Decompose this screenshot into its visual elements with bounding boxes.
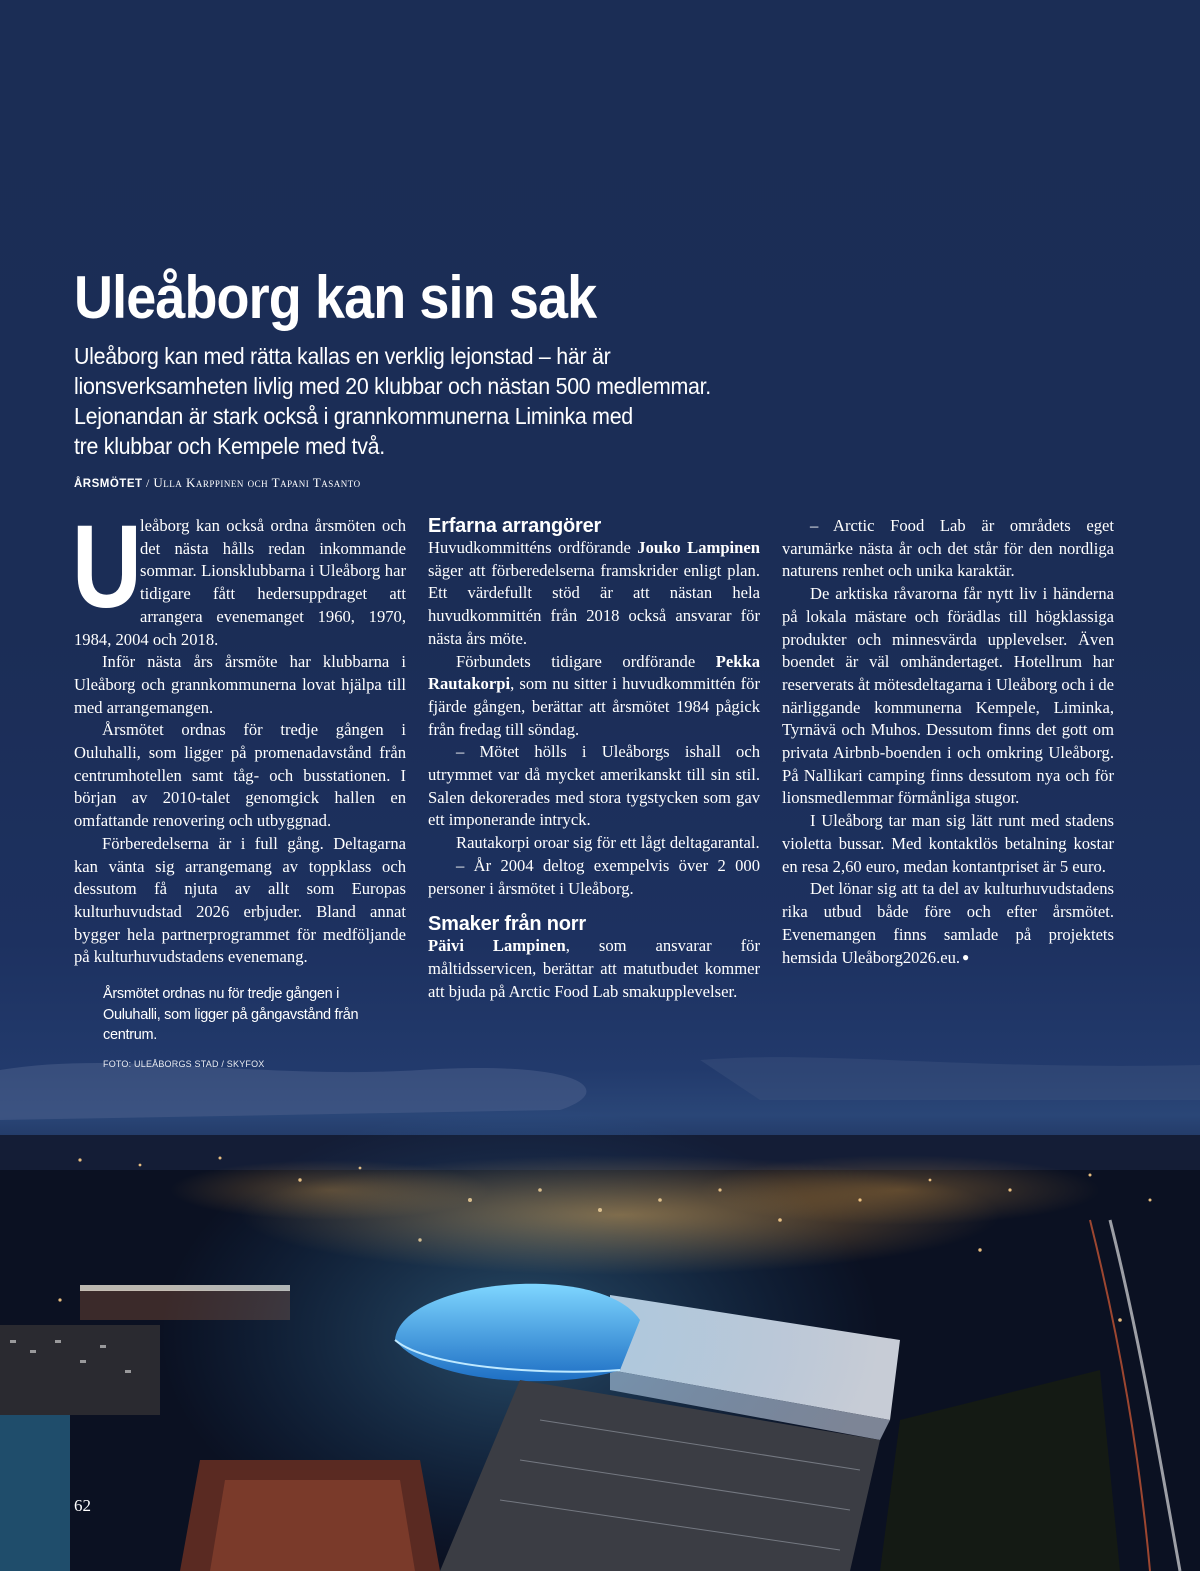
drop-cap: U [72, 501, 142, 633]
subheading: Erfarna arrangörer [428, 515, 602, 537]
person-name: Pekka Rautakorpi [428, 651, 760, 694]
end-mark-icon: ● [962, 950, 970, 965]
body-paragraph: Förberedelserna är i full gång. Deltagarna kan vänta sig arrangemang av toppklass och dessutom få njuta av allt som Europas kulturhuvudstad 2026 erbjuder. Bland annat bygger hela partnerprogrammet för medföljande på kulturhuvudstadens evenemang. [74, 833, 406, 967]
article-column-3 [782, 515, 1114, 970]
body-paragraph [782, 878, 1114, 970]
text-run: Förbundets tidigare ordförande [456, 651, 716, 671]
body-paragraph: leåborg kan också ordna årsmöten och det nästa hålls redan inkommande sommar. Lionsklubbarna i Uleåborg har tidigare fått hedersuppdraget att arrangera evenemanget 1960, 1970, 1984, 2004 och 2018. [74, 516, 406, 649]
text-run: Det lönar sig att ta del av kulturhuvudstadens rika utbud både före och efter årsmötet. Evenemangen finns samlade på projektets hemsida Uleåborg2026.eu. [782, 879, 1114, 968]
byline [74, 475, 361, 491]
article-column-1 [72, 501, 406, 969]
body-paragraph: – Arctic Food Lab är områdets eget varumärke nästa år och det står för den nordliga naturens renhet och unika karaktär. [782, 516, 1114, 581]
lead-line: Uleåborg kan med rätta kallas en verklig lejonstad – här är [74, 343, 611, 369]
aerial-city-photo [0, 1040, 1200, 1571]
body-paragraph [428, 935, 760, 1003]
article-headline: Uleåborg kan sin sak [74, 264, 597, 331]
body-paragraph: I Uleåborg tar man sig lätt runt med stadens violetta bussar. Med kontaktlös betalning kostar en resa 2,60 euro, medan kontantpriset är 5 euro. [782, 811, 1114, 876]
lead-line: lionsverksamheten livlig med 20 klubbar och nästan 500 medlemmar. [74, 373, 711, 399]
body-paragraph [428, 651, 760, 742]
body-paragraph: – År 2004 deltog exempelvis över 2 000 personer i årsmötet i Uleåborg. [428, 855, 760, 898]
person-name: Jouko Lampinen [637, 538, 760, 557]
page-number: 62 [74, 1496, 91, 1515]
byline-separator: / [146, 476, 150, 490]
lead-line: tre klubbar och Kempele med två. [74, 433, 385, 459]
body-paragraph: Rautakorpi oroar sig för ett lågt deltagarantal. [456, 833, 760, 853]
article-column-2 [428, 515, 760, 1003]
body-paragraph: Årsmötet ordnas för tredje gången i Ouluhalli, som ligger på promenadavstånd från centrumhotellen samt tåg- och busstationen. I början av 2010-talet genomgick hallen en omfattande renovering och utbyggnad. [74, 720, 406, 831]
subheading: Smaker från norr [428, 913, 586, 936]
photo-caption: Årsmötet ordnas nu för tredje gången i Ouluhalli, som ligger på gångavstånd från centrum. [103, 986, 359, 1043]
text-run: , som ansvarar för måltidsservicen, berättar att matutbudet kommer att bjuda på Arctic Food Lab smakupplevelser. [428, 936, 760, 1001]
article-lead [74, 341, 781, 461]
byline-section: ÅRSMÖTET [74, 478, 143, 490]
person-name: Päivi Lampinen [428, 936, 566, 956]
body-paragraph: – Mötet hölls i Uleåborgs ishall och utrymmet var då mycket amerikanskt till sin stil. Salen dekorerades med stora tygstycken som gav ett imponerande intryck. [428, 742, 760, 830]
body-paragraph: De arktiska råvarorna får nytt liv i händerna på lokala mästare och förädlas till högklassiga produkter och minnesvärda upplevelser. Även boendet är väl omhändertaget. Hotellrum har reserverats åt mötesdeltagarna i Uleåborg och i de närliggande kommunerna Kempele, Liminka, Tyrnävä och Muhos. Dessutom finns det gott om privata Airbnb-boenden i och omkring Uleåborg. På Nallikari camping finns dessutom nya och för lionsmedlemmar förmånliga stugor. [782, 584, 1114, 808]
body-paragraph [428, 537, 760, 651]
text-run: Huvudkommitténs ordförande [428, 538, 638, 557]
text-run: , som nu sitter i huvudkommittén för fjärde gången, berättar att årsmötet 1984 pågick från fredag till söndag. [428, 674, 760, 739]
photo-credit: FOTO: ULEÅBORGS STAD / SKYFOX [103, 1059, 265, 1069]
lead-line: Lejonandan är stark också i grannkommunerna Liminka med [74, 403, 633, 429]
body-paragraph: Inför nästa års årsmöte har klubbarna i Uleåborg och grannkommunerna lovat hjälpa till med arrangemangen. [74, 652, 406, 717]
text-run: säger att förberedelserna framskrider enligt plan. Ett värdefullt stöd är att nästan hela huvudkommittén från 2018 också ansvarar för nästa års möte. [428, 560, 760, 648]
byline-authors: Ulla Karppinen och Tapani Tasanto [153, 475, 361, 490]
